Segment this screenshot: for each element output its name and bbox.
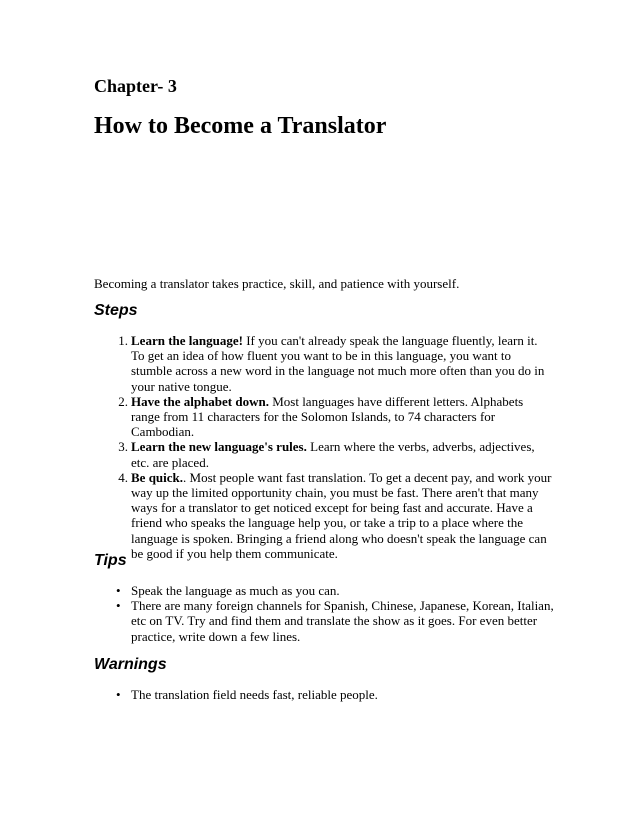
step-number: 4. [118, 469, 128, 485]
bullet-icon: • [116, 598, 121, 614]
steps-list [94, 333, 554, 561]
step-item [94, 439, 554, 469]
step-lead: Have the alphabet down. [131, 393, 269, 409]
page-title: How to Become a Translator [94, 113, 387, 139]
step-text: If you can't already speak the language fluently, learn it. To get an idea of how fluent you want to be in this language, you want to stumble across a new word in the language not much more often than you do in your native tongue. [131, 333, 545, 394]
bullet-icon: • [116, 583, 121, 598]
intro-paragraph: Becoming a translator takes practice, skill, and patience with yourself. [94, 276, 460, 291]
tips-list [94, 583, 554, 644]
tip-item [94, 598, 554, 644]
bullet-icon: • [116, 687, 121, 702]
warning-item [94, 687, 554, 702]
step-text: Most languages have different letters. Alphabets range from 11 characters for the Solomon Islands, to 74 characters for Cambodian. [131, 393, 524, 440]
step-item [94, 470, 554, 561]
tip-text: Speak the language as much as you can. [131, 583, 340, 598]
tips-heading: Tips [94, 552, 127, 569]
step-text: . Most people want fast translation. To get a decent pay, and work your way up the limited opportunity chain, you must be fast. There aren't that many ways for a translator to get noticed except for being fast and accurate. Have a friend who speaks the language help you, or take a trip to a place where the language is spoken. Bringing a friend along who doesn't speak the language can be good if you help them communicate. [131, 469, 552, 561]
step-lead: Learn the language! [131, 333, 243, 348]
chapter-label: Chapter- 3 [94, 76, 177, 96]
step-text: Learn where the verbs, adverbs, adjectives, etc. are placed. [131, 439, 535, 470]
warnings-list [94, 687, 554, 702]
step-item [94, 333, 554, 394]
tip-text: There are many foreign channels for Spanish, Chinese, Japanese, Korean, Italian, etc on TV. Try and find them and translate the show as it goes. For even better practice, write down a few lines. [131, 598, 554, 644]
warning-text: The translation field needs fast, reliable people. [131, 687, 378, 702]
step-lead: Learn the new language's rules. [131, 439, 307, 455]
step-lead: Be quick. [131, 469, 184, 485]
tip-item [94, 583, 554, 598]
step-number: 1. [118, 333, 128, 348]
step-number: 2. [118, 393, 128, 409]
steps-heading: Steps [94, 302, 138, 319]
step-item [94, 394, 554, 440]
warnings-heading: Warnings [94, 656, 167, 673]
step-number: 3. [118, 439, 128, 455]
